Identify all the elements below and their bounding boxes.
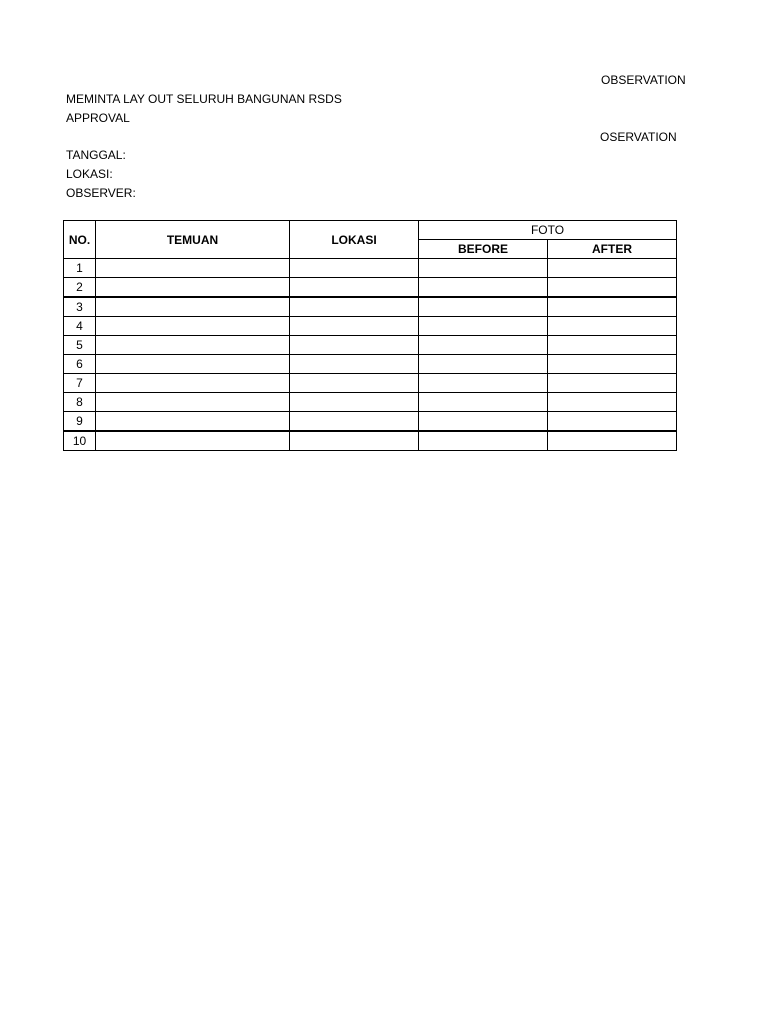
before-cell[interactable] xyxy=(419,393,548,412)
column-header-before: BEFORE xyxy=(419,240,548,259)
table-row xyxy=(64,336,677,355)
after-cell[interactable] xyxy=(548,412,677,432)
table-row xyxy=(64,259,677,278)
row-number-cell: 8 xyxy=(64,393,96,412)
after-cell[interactable] xyxy=(548,336,677,355)
before-cell[interactable] xyxy=(419,297,548,317)
table-row xyxy=(64,412,677,432)
lokasi-cell[interactable] xyxy=(290,278,419,298)
table-row xyxy=(64,317,677,336)
temuan-cell[interactable] xyxy=(96,336,290,355)
table-row xyxy=(64,297,677,317)
temuan-cell[interactable] xyxy=(96,393,290,412)
before-cell[interactable] xyxy=(419,374,548,393)
after-cell[interactable] xyxy=(548,393,677,412)
lokasi-cell[interactable] xyxy=(290,297,419,317)
temuan-cell[interactable] xyxy=(96,297,290,317)
temuan-cell[interactable] xyxy=(96,259,290,278)
lokasi-cell[interactable] xyxy=(290,374,419,393)
column-header-no: NO. xyxy=(64,221,96,259)
row-number-cell: 3 xyxy=(64,297,96,317)
column-header-foto: FOTO xyxy=(419,221,677,240)
before-cell[interactable] xyxy=(419,278,548,298)
row-number-cell: 1 xyxy=(64,259,96,278)
after-cell[interactable] xyxy=(548,278,677,298)
table-row xyxy=(64,431,677,451)
table-row xyxy=(64,278,677,298)
table-row xyxy=(64,355,677,374)
temuan-cell[interactable] xyxy=(96,412,290,432)
temuan-cell[interactable] xyxy=(96,317,290,336)
after-cell[interactable] xyxy=(548,297,677,317)
temuan-cell[interactable] xyxy=(96,278,290,298)
tanggal-label: TANGGAL: xyxy=(66,148,126,162)
lokasi-cell[interactable] xyxy=(290,317,419,336)
observation-table xyxy=(63,220,677,451)
row-number-cell: 9 xyxy=(64,412,96,432)
before-cell[interactable] xyxy=(419,259,548,278)
lokasi-cell[interactable] xyxy=(290,412,419,432)
after-cell[interactable] xyxy=(548,374,677,393)
table-row xyxy=(64,393,677,412)
after-cell[interactable] xyxy=(548,259,677,278)
row-number-cell: 7 xyxy=(64,374,96,393)
after-cell[interactable] xyxy=(548,431,677,451)
before-cell[interactable] xyxy=(419,431,548,451)
observer-label: OBSERVER: xyxy=(66,186,136,200)
table-body xyxy=(64,259,677,451)
lokasi-cell[interactable] xyxy=(290,393,419,412)
table-row xyxy=(64,374,677,393)
lokasi-label: LOKASI: xyxy=(66,167,113,181)
column-header-lokasi: LOKASI xyxy=(290,221,419,259)
after-cell[interactable] xyxy=(548,317,677,336)
row-number-cell: 10 xyxy=(64,431,96,451)
observation-title: OBSERVATION xyxy=(601,73,686,87)
temuan-cell[interactable] xyxy=(96,431,290,451)
lokasi-cell[interactable] xyxy=(290,259,419,278)
oservation-label: OSERVATION xyxy=(600,130,677,144)
row-number-cell: 5 xyxy=(64,336,96,355)
column-header-temuan: TEMUAN xyxy=(96,221,290,259)
approval-label: APPROVAL xyxy=(66,111,130,125)
lokasi-cell[interactable] xyxy=(290,336,419,355)
column-header-after: AFTER xyxy=(548,240,677,259)
before-cell[interactable] xyxy=(419,336,548,355)
temuan-cell[interactable] xyxy=(96,355,290,374)
row-number-cell: 4 xyxy=(64,317,96,336)
temuan-cell[interactable] xyxy=(96,374,290,393)
row-number-cell: 2 xyxy=(64,278,96,298)
before-cell[interactable] xyxy=(419,412,548,432)
row-number-cell: 6 xyxy=(64,355,96,374)
lokasi-cell[interactable] xyxy=(290,431,419,451)
before-cell[interactable] xyxy=(419,317,548,336)
after-cell[interactable] xyxy=(548,355,677,374)
lokasi-cell[interactable] xyxy=(290,355,419,374)
subject-text: MEMINTA LAY OUT SELURUH BANGUNAN RSDS xyxy=(66,92,342,106)
before-cell[interactable] xyxy=(419,355,548,374)
